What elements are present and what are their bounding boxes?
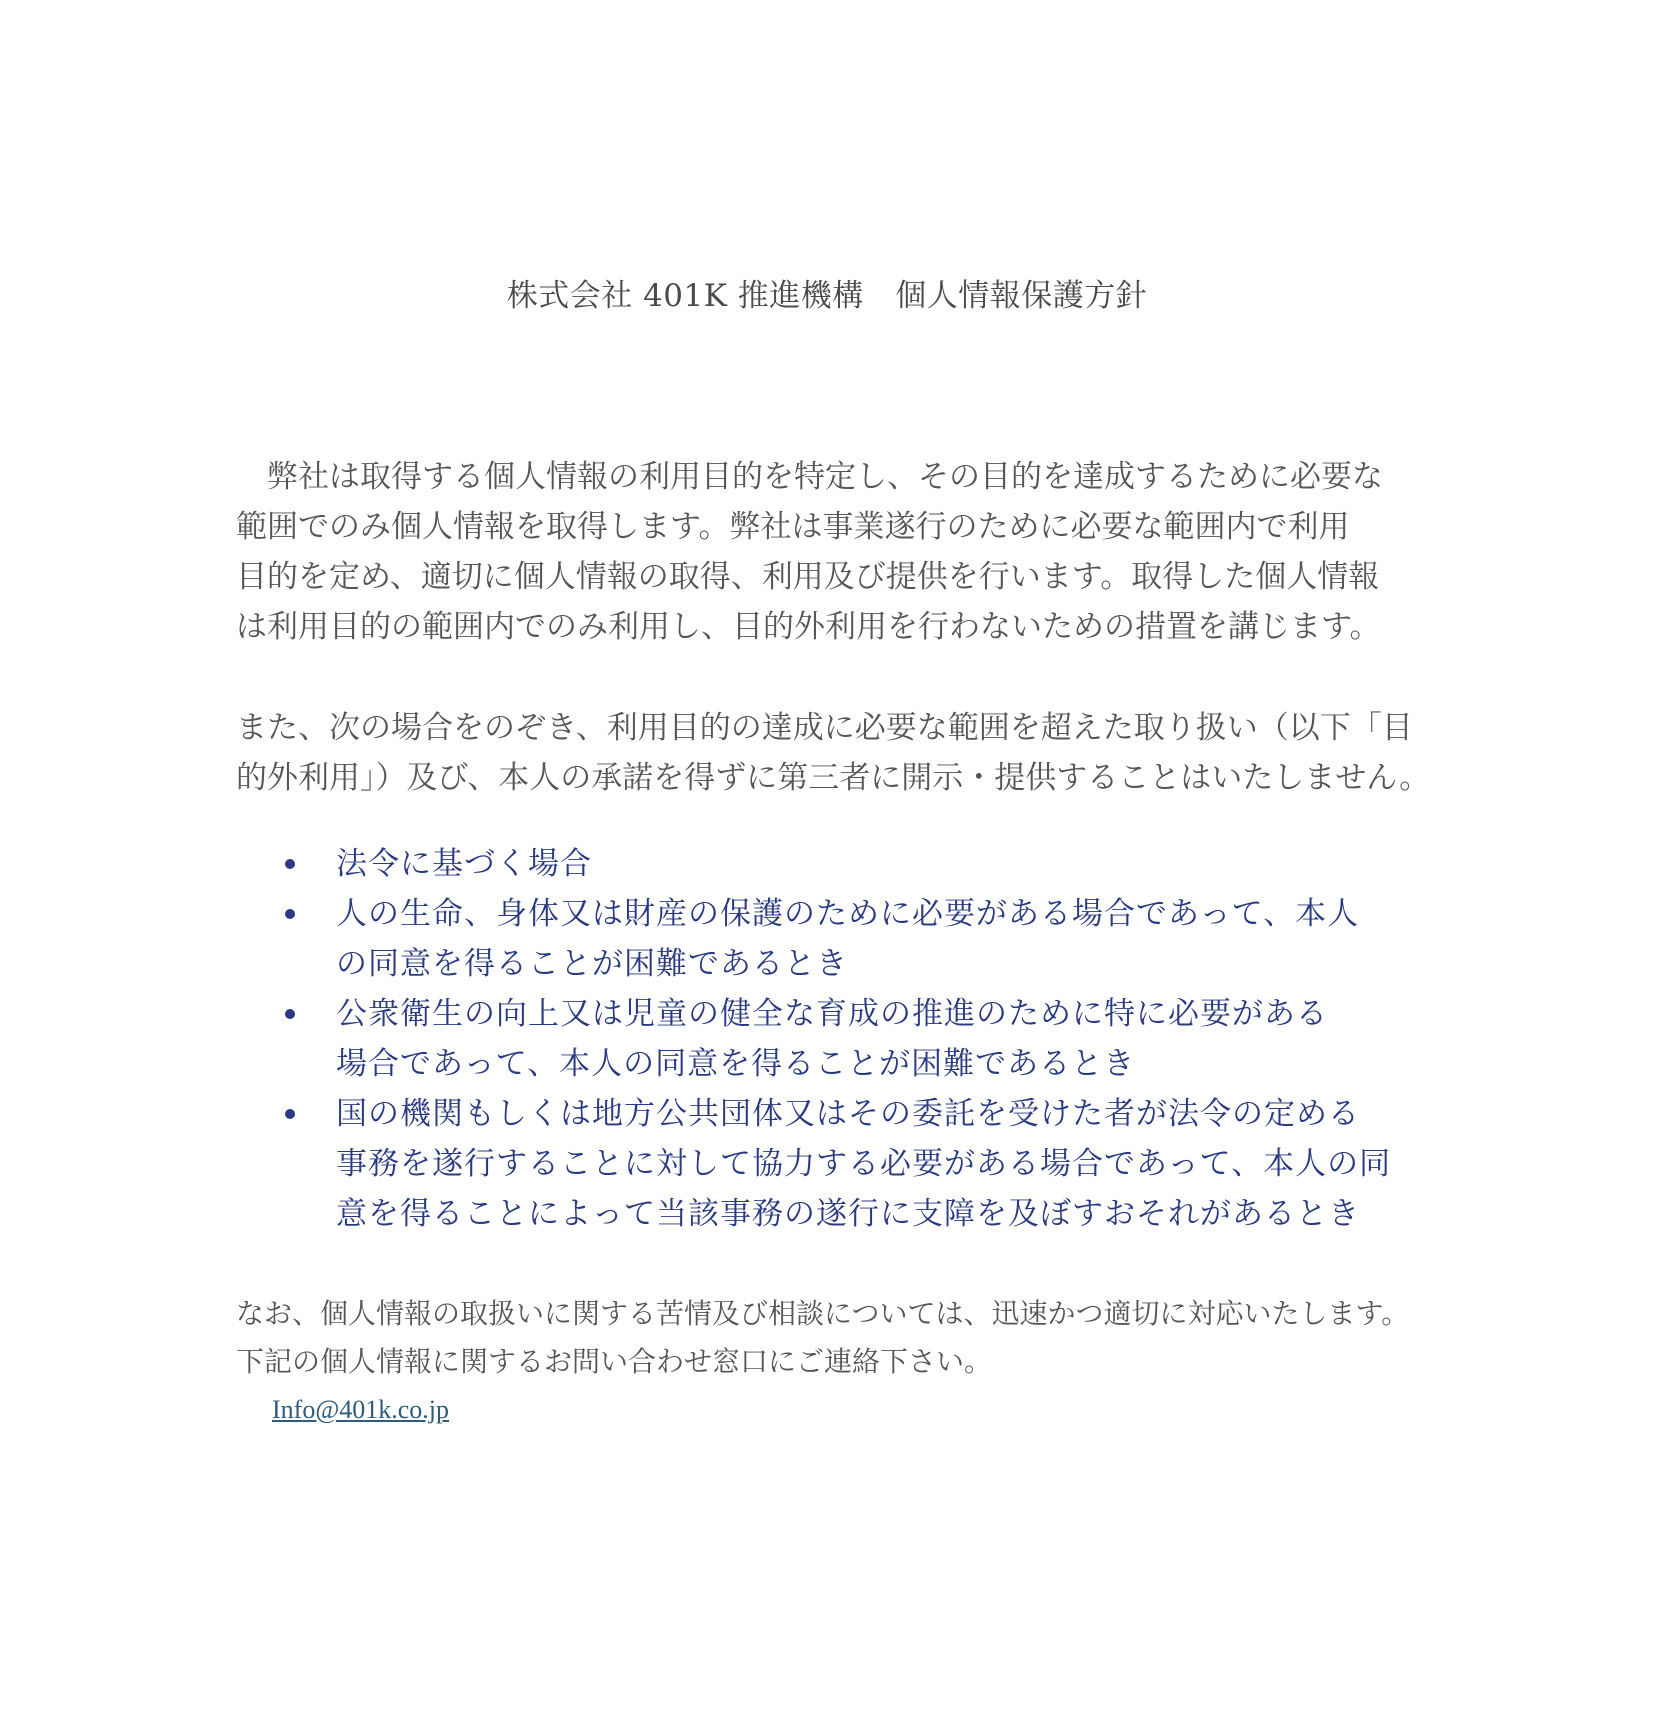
paragraph-line: 的外利用」）及び、本人の承諾を得ずに第三者に開示・提供することはいたしません。 [236, 760, 1431, 796]
list-item-line: 法令に基づく場合 [336, 846, 592, 882]
paragraph-line: 目的を定め、適切に個人情報の取得、利用及び提供を行います。取得した個人情報 [236, 559, 1380, 595]
list-item-line: 事務を遂行することに対して協力する必要がある場合であって、本人の同 [336, 1146, 1392, 1182]
paragraph-purpose [236, 452, 1411, 652]
paragraph-contact [236, 1290, 1436, 1386]
page-title: 株式会社 401K 推進機構 個人情報保護方針 [506, 278, 1148, 314]
list-item-line: 人の生命、身体又は財産の保護のために必要がある場合であって、本人 [336, 896, 1360, 932]
list-item-line: 国の機関もしくは地方公共団体又はその委託を受けた者が法令の定める [336, 1096, 1360, 1132]
contact-email-link[interactable]: Info@401k.co.jp [272, 1395, 450, 1424]
list-item [0, 1089, 1416, 1239]
paragraph-line: また、次の場合をのぞき、利用目的の達成に必要な範囲を超えた取り扱い（以下「目 [236, 710, 1413, 746]
list-item [0, 989, 1416, 1089]
list-item [0, 839, 1416, 889]
bullet-icon [285, 859, 295, 869]
list-item-line: 意を得ることによって当該事務の遂行に支障を及ぼすおそれがあるとき [336, 1196, 1360, 1232]
exceptions-list [0, 839, 1654, 1239]
paragraph-line: 弊社は取得する個人情報の利用目的を特定し、その目的を達成するために必要な [236, 459, 1383, 495]
list-item-line: の同意を得ることが困難であるとき [336, 946, 848, 982]
list-item [0, 889, 1416, 989]
paragraph-line: 下記の個人情報に関するお問い合わせ窓口にご連絡下さい。 [236, 1345, 993, 1378]
list-item-line: 場合であって、本人の同意を得ることが困難であるとき [336, 1046, 1136, 1082]
bullet-icon [285, 909, 295, 919]
list-item-line: 公衆衛生の向上又は児童の健全な育成の推進のために特に必要がある [336, 996, 1328, 1032]
paragraph-line: 範囲でのみ個人情報を取得します。弊社は事業遂行のために必要な範囲内で利用 [236, 509, 1350, 545]
paragraph-exceptions-intro [236, 703, 1431, 803]
bullet-icon [285, 1109, 295, 1119]
paragraph-line: なお、個人情報の取扱いに関する苦情及び相談については、迅速かつ適切に対応いたします。 [236, 1297, 1410, 1330]
bullet-icon [285, 1009, 295, 1019]
paragraph-line: は利用目的の範囲内でのみ利用し、目的外利用を行わないための措置を講じます。 [236, 609, 1381, 645]
